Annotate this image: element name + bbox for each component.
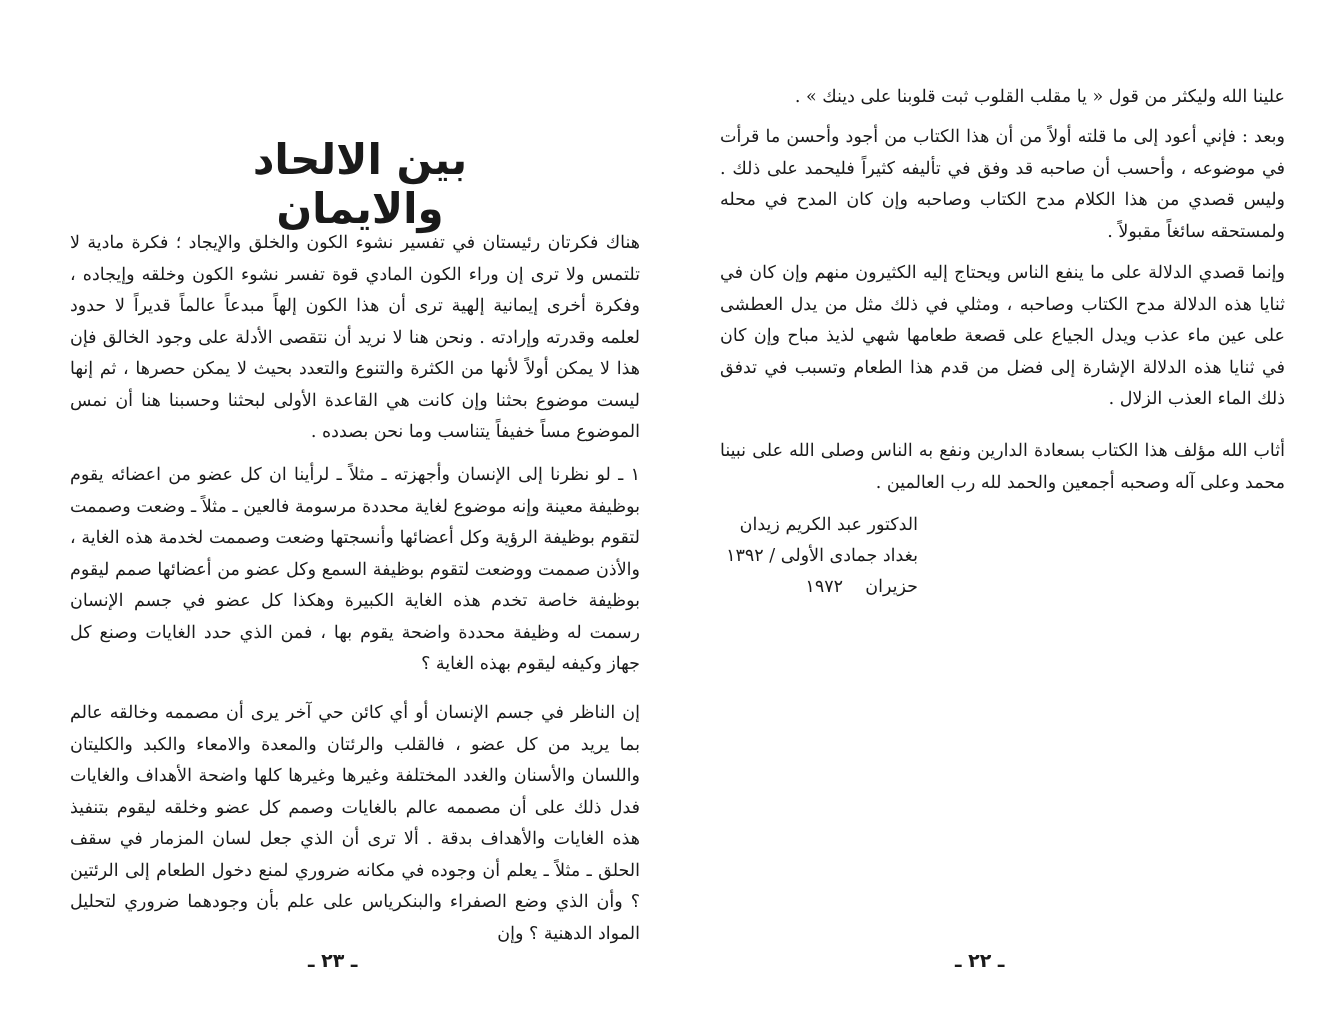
left-paragraph-1: هناك فكرتان رئيستان في تفسير نشوء الكون والخلق والإيجاد ؛ فكرة مادية لا تلتمس ولا ترى إن وراء الكون المادي قوة تفسر نشوء الكون وخلقه وإيجاده ، وفكرة أخرى إيمانية إلهية ترى أن هذا الكون إلهاً مبدعاً عالماً قديراً لا حدود لعلمه وقدرته وإرادته . ونحن هنا لا نريد أن نتقصى الأدلة على وجود الخالق فإن هذا لا يمكن أولاً لأنها من الكثرة والتنوع والتعدد بحيث لا يمكن حصرها ، ثم إنها ليست موضوع بحثنا وإن كانت هي القاعدة الأولى لبحثنا وحسبنا هنا أن نمس الموضوع مساً خفيفاً يتناسب وما نحن بصدده . xyxy=(70,233,640,442)
chapter-title: بين الالحاد والايمان xyxy=(252,135,468,233)
signature-block xyxy=(718,510,918,603)
left-paragraph-3: إن الناظر في جسم الإنسان أو أي كائن حي آخر يرى أن مصممه وخالقه عالم بما يريد من كل عضو ، فالقلب والرئتان والمعدة والامعاء والكبد والكليتان واللسان والأسنان والغدد المختلفة وغيرها وغيرها كلها واضحة الأهداف والغايات فدل ذلك على أن مصممه عالم بالغايات وصمم كل عضو وخلقه ليقوم بتنفيذ هذه الغايات والأهداف بدقة . ألا ترى أن الذي جعل لسان المزمار في سقف الحلق ـ مثلاً ـ يعلم أن وجوده في مكانه ضروري لمنع دخول الطعام إلى الرئتين ؟ وأن الذي وضع الصفراء والبنكرياس على علم بأن وجودهما ضروري لتحليل المواد الدهنية ؟ وإن xyxy=(70,703,640,944)
right-paragraph-3: وإنما قصدي الدلالة على ما ينفع الناس ويحتاج إليه الكثيرون منهم وإن كان في ثنايا هذه الدلالة مدح الكتاب وصاحبه ، ومثلي في ذلك مثل من يدل العطشى على عين ماء عذب ويدل الجياع على قصعة طعامها شهي لذيذ مباح وإن كان في ثنايا هذه الدلالة الإشارة إلى فضل من قدم هذا الطعام وتسبب في تدفق ذلك الماء العذب الزلال . xyxy=(720,263,1285,409)
right-paragraph-1: علينا الله وليكثر من قول « يا مقلب القلوب ثبت قلوبنا على دينك » . xyxy=(794,87,1285,107)
page-number-left: ـ ٢٣ ـ xyxy=(308,950,358,972)
page-number-right: ـ ٢٢ ـ xyxy=(955,950,1005,972)
signature-name: الدكتور عبد الكريم زيدان xyxy=(739,515,918,535)
signature-month-year: حزيران ١٩٧٢ xyxy=(805,577,918,597)
left-page xyxy=(50,0,650,1020)
signature-place-date: بغداد جمادى الأولى / ١٣٩٢ xyxy=(726,546,918,566)
right-paragraph-4: أثاب الله مؤلف هذا الكتاب بسعادة الدارين ونفع به الناس وصلى الله على نبينا محمد وعلى آله وصحبه أجمعين والحمد لله رب العالمين . xyxy=(720,441,1285,493)
right-page xyxy=(700,0,1300,1020)
left-paragraph-2: ١ ـ لو نظرنا إلى الإنسان وأجهزته ـ مثلاً ـ لرأينا ان كل عضو من اعضائه يقوم بوظيفة معينة وإنه موضوع لغاية محددة مرسومة فالعين ـ مثلاً ـ وضعت وصممت لتقوم بوظيفة الرؤية وكل أعضائها وأنسجتها وضعت وصممت لخدمة هذه الغاية ، والأذن صممت ووضعت لتقوم بوظيفة السمع وكل عضو من أعضائها صمم ليقوم بوظيفة خاصة تخدم هذه الغاية الكبيرة وهكذا كل عضو في جسم الإنسان رسمت له وظيفة محددة واضحة يقوم بها ، فمن الذي حدد الغايات وصنع كل جهاز وكيفه ليقوم بهذه الغاية ؟ xyxy=(70,465,640,674)
right-paragraph-2: وبعد : فإني أعود إلى ما قلته أولاً من أن هذا الكتاب من أجود وأحسن ما قرأت في موضوعه ، وأحسب أن صاحبه قد وفق في تأليفه كثيراً فليحمد على ذلك . وليس قصدي من هذا الكلام مدح الكتاب وصاحبه وإن كان المدح في محله ولمستحقه سائغاً مقبولاً . xyxy=(720,127,1285,242)
